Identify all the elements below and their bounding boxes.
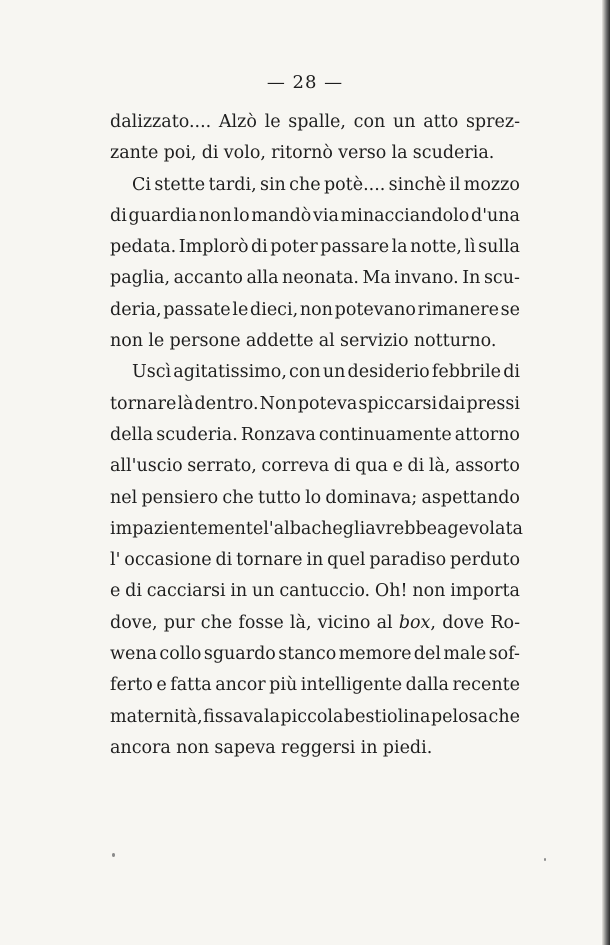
text-line: e di cacciarsi in un cantuccio. Oh! non importa — [110, 581, 520, 602]
text-line: zante poi, di volo, ritornò verso la scuderia. — [110, 143, 495, 164]
text-line: dalizzato.... Alzò le spalle, con un atto sprez- — [110, 112, 520, 132]
text-line: wena collo sguardo stanco memore del male sof- — [110, 644, 520, 665]
text-line: nel pensiero che tutto lo dominava; aspettando — [110, 487, 520, 508]
ink-speck — [544, 858, 546, 861]
text-line: paglia, accanto alla neonata. Ma invano. In scu- — [110, 268, 520, 289]
page-number: — 28 — — [266, 72, 344, 93]
text-line: ferto e fatta ancor più intelligente dalla recente — [110, 675, 520, 696]
text-line: Uscì agitatissimo, con un desiderio febbrile di — [132, 362, 520, 383]
text-line: di guardia non lo mandò via minacciandolo d'una — [110, 205, 520, 226]
body-text — [110, 107, 523, 764]
text-line: della scuderia. Ronzava continuamente attorno — [110, 424, 520, 445]
text-line: tornare là dentro. Non poteva spiccarsi dai pressi — [110, 393, 520, 414]
text-line: impazientemente l'alba che gli avrebbe agevolata — [110, 518, 523, 539]
text-line: Ci stette tardi, sin che potè.... sinchè il mozzo — [132, 174, 520, 195]
text-line: l' occasione di tornare in quel paradiso perduto — [110, 550, 520, 571]
text-line: dove, pur che fosse là, vicino al box, dove Ro- — [110, 612, 520, 633]
text-line: maternità, fissava la piccola bestiolina pelosa che — [110, 706, 520, 727]
text-line: pedata. Implorò di poter passare la notte, lì sulla — [110, 237, 520, 258]
text-line: ancora non sapeva reggersi in piedi. — [110, 737, 433, 758]
page-edge — [602, 0, 610, 945]
text-line: deria, passate le dieci, non potevano rimanere se — [110, 299, 520, 320]
text-line: non le persone addette al servizio notturno. — [110, 331, 497, 352]
text-line: all'uscio serrato, correva di qua e di là, assorto — [110, 456, 520, 477]
ink-speck — [112, 853, 115, 857]
